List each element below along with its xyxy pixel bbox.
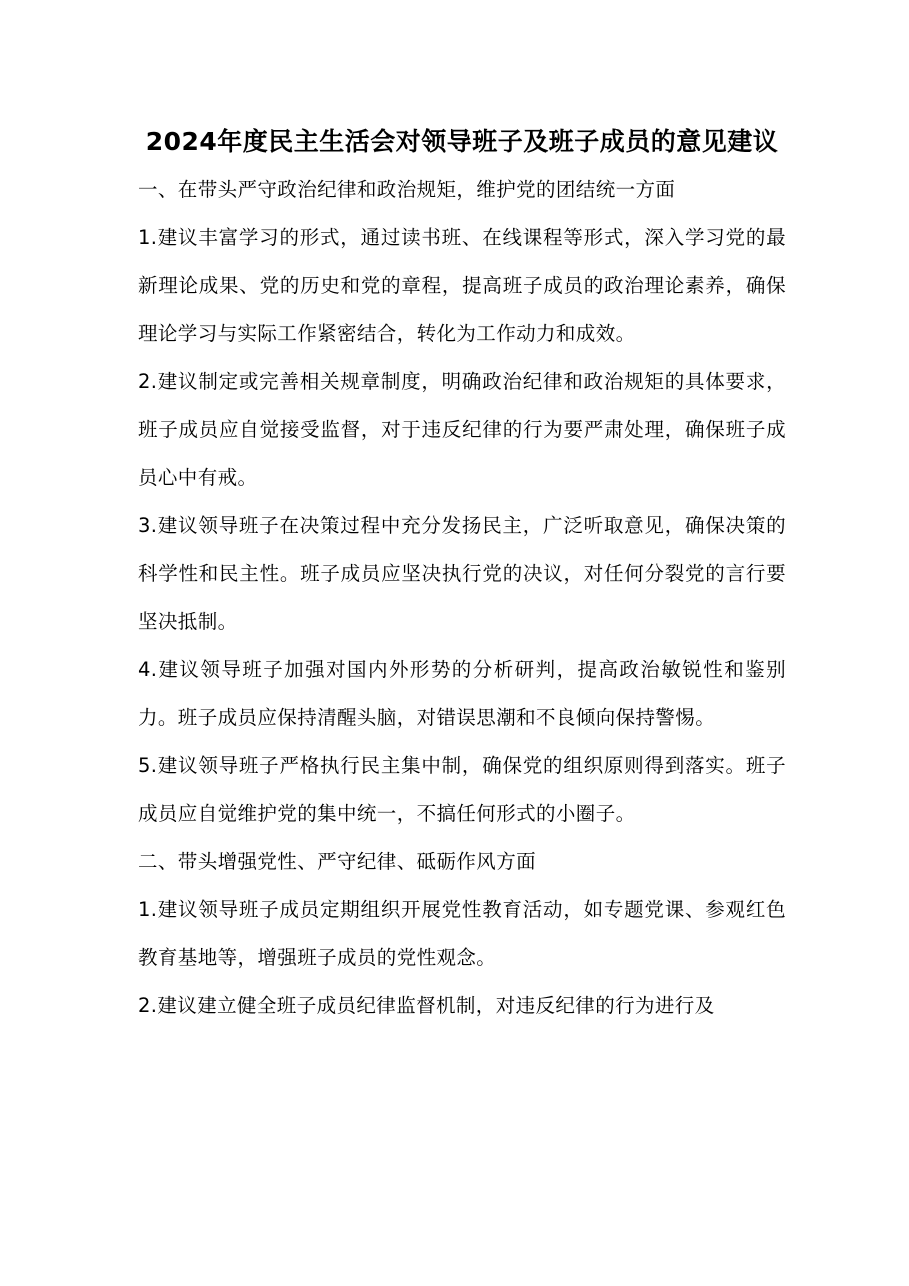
- list-item: 1.建议领导班子成员定期组织开展党性教育活动，如专题党课、参观红色教育基地等，增强班子成员的党性观念。: [138, 898, 786, 969]
- section-heading: 一、在带头严守政治纪律和政治规矩，维护党的团结统一方面: [138, 178, 676, 201]
- list-item: 1.建议丰富学习的形式，通过读书班、在线课程等形式，深入学习党的最新理论成果、党的历史和党的章程，提高班子成员的政治理论素养，确保理论学习与实际工作紧密结合，转化为工作动力和成效。: [138, 226, 786, 345]
- list-item: 2.建议制定或完善相关规章制度，明确政治纪律和政治规矩的具体要求，班子成员应自觉接受监督，对于违反纪律的行为要严肃处理，确保班子成员心中有戒。: [138, 370, 786, 489]
- list-item: 4.建议领导班子加强对国内外形势的分析研判，提高政治敏锐性和鉴别力。班子成员应保持清醒头脑，对错误思潮和不良倾向保持警惕。: [138, 658, 786, 729]
- document-title: 2024年度民主生活会对领导班子及班子成员的意见建议: [145, 127, 779, 156]
- list-item: 2.建议建立健全班子成员纪律监督机制，对违反纪律的行为进行及: [138, 994, 715, 1017]
- list-item: 3.建议领导班子在决策过程中充分发扬民主，广泛听取意见，确保决策的科学性和民主性。班子成员应坚决执行党的决议，对任何分裂党的言行要坚决抵制。: [138, 514, 786, 633]
- section-1: [138, 166, 786, 838]
- list-item: 5.建议领导班子严格执行民主集中制，确保党的组织原则得到落实。班子成员应自觉维护党的集中统一，不搞任何形式的小圈子。: [138, 754, 786, 825]
- document-page: [138, 118, 786, 1030]
- section-2: [138, 838, 786, 1030]
- section-heading: 二、带头增强党性、严守纪律、砥砺作风方面: [138, 850, 537, 873]
